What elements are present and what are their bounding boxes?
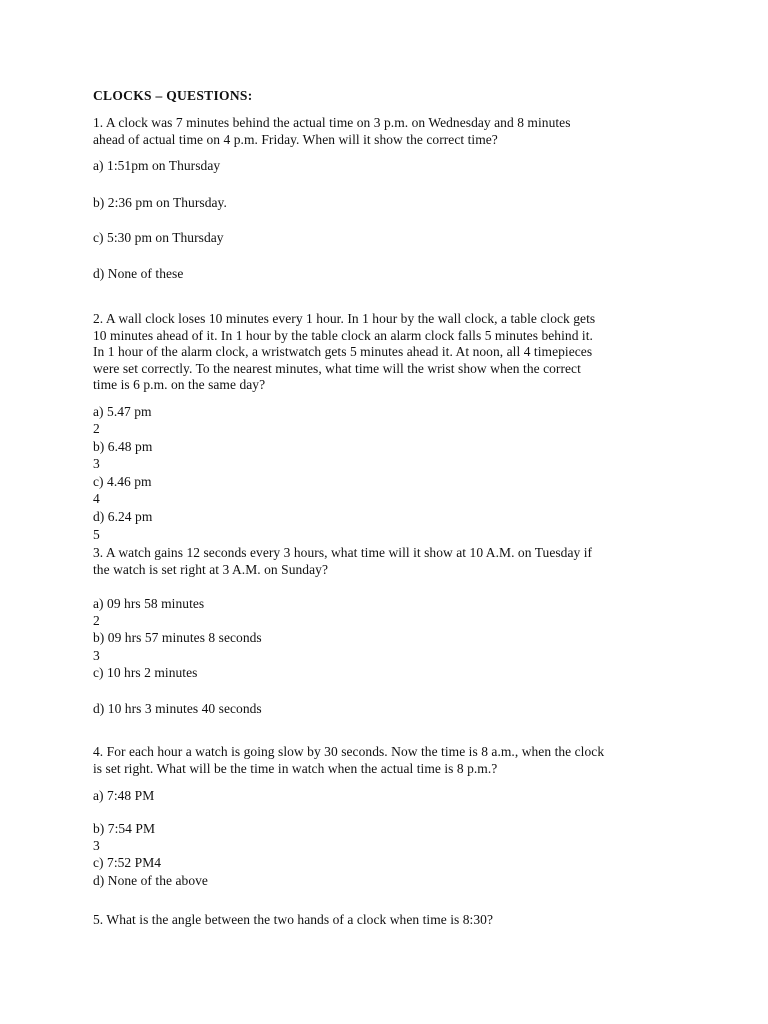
question-line: ahead of actual time on 4 p.m. Friday. When will it show the correct time? [93,131,498,147]
question-4-text [93,744,683,777]
option-number: 5 [93,527,100,542]
option-text: d) None of the above [93,873,208,888]
question-line: 1. A clock was 7 minutes behind the actual time on 3 p.m. on Wednesday and 8 minutes [93,115,571,130]
option-text: a) 1:51pm on Thursday [93,158,221,173]
option-text: c) 5:30 pm on Thursday [93,230,224,245]
question-line: time is 6 p.m. on the same day? [93,377,266,392]
option-text: d) 6.24 pm [93,509,153,524]
option-number: 3 [93,838,100,853]
question-line: 2. A wall clock loses 10 minutes every 1 hour. In 1 hour by the wall clock, a table clock gets [93,311,596,326]
question-line: is set right. What will be the time in watch when the actual time is 8 p.m.? [93,760,498,776]
option-text: d) 10 hrs 3 minutes 40 seconds [93,701,262,716]
option-text: a) 5.47 pm [93,404,152,419]
option-text: b) 6.48 pm [93,439,153,454]
option-number: 2 [93,613,100,628]
option-text: a) 7:48 PM [93,788,155,803]
question-line: 4. For each hour a watch is going slow by 30 seconds. Now the time is 8 a.m., when the clock [93,744,605,759]
question-3-text [93,545,683,578]
question-line: 10 minutes ahead of it. In 1 hour by the table clock an alarm clock falls 5 minutes behind it. [93,327,593,343]
option-number: 3 [93,456,100,471]
option-text: c) 4.46 pm [93,474,152,489]
option-text: b) 09 hrs 57 minutes 8 seconds [93,630,262,645]
page-title: CLOCKS – QUESTIONS: [93,88,253,103]
option-text: c) 7:52 PM4 [93,855,162,870]
option-number: 4 [93,491,100,506]
option-text: c) 10 hrs 2 minutes [93,665,198,680]
question-1-text [93,115,683,148]
question-2-text [93,311,683,394]
option-text: b) 2:36 pm on Thursday. [93,195,227,210]
question-5-text [93,912,683,929]
option-number: 2 [93,421,100,436]
question-line: 5. What is the angle between the two hands of a clock when time is 8:30? [93,912,493,927]
question-line: 3. A watch gains 12 seconds every 3 hours, what time will it show at 10 A.M. on Tuesday if [93,545,593,560]
option-text: a) 09 hrs 58 minutes [93,596,205,611]
option-number: 3 [93,648,100,663]
question-line: the watch is set right at 3 A.M. on Sunday? [93,561,328,577]
option-text: b) 7:54 PM [93,821,156,836]
option-text: d) None of these [93,266,184,281]
question-line: were set correctly. To the nearest minutes, what time will the wrist show when the correct [93,360,581,376]
question-line: In 1 hour of the alarm clock, a wristwatch gets 5 minutes ahead it. At noon, all 4 timepieces [93,344,593,359]
